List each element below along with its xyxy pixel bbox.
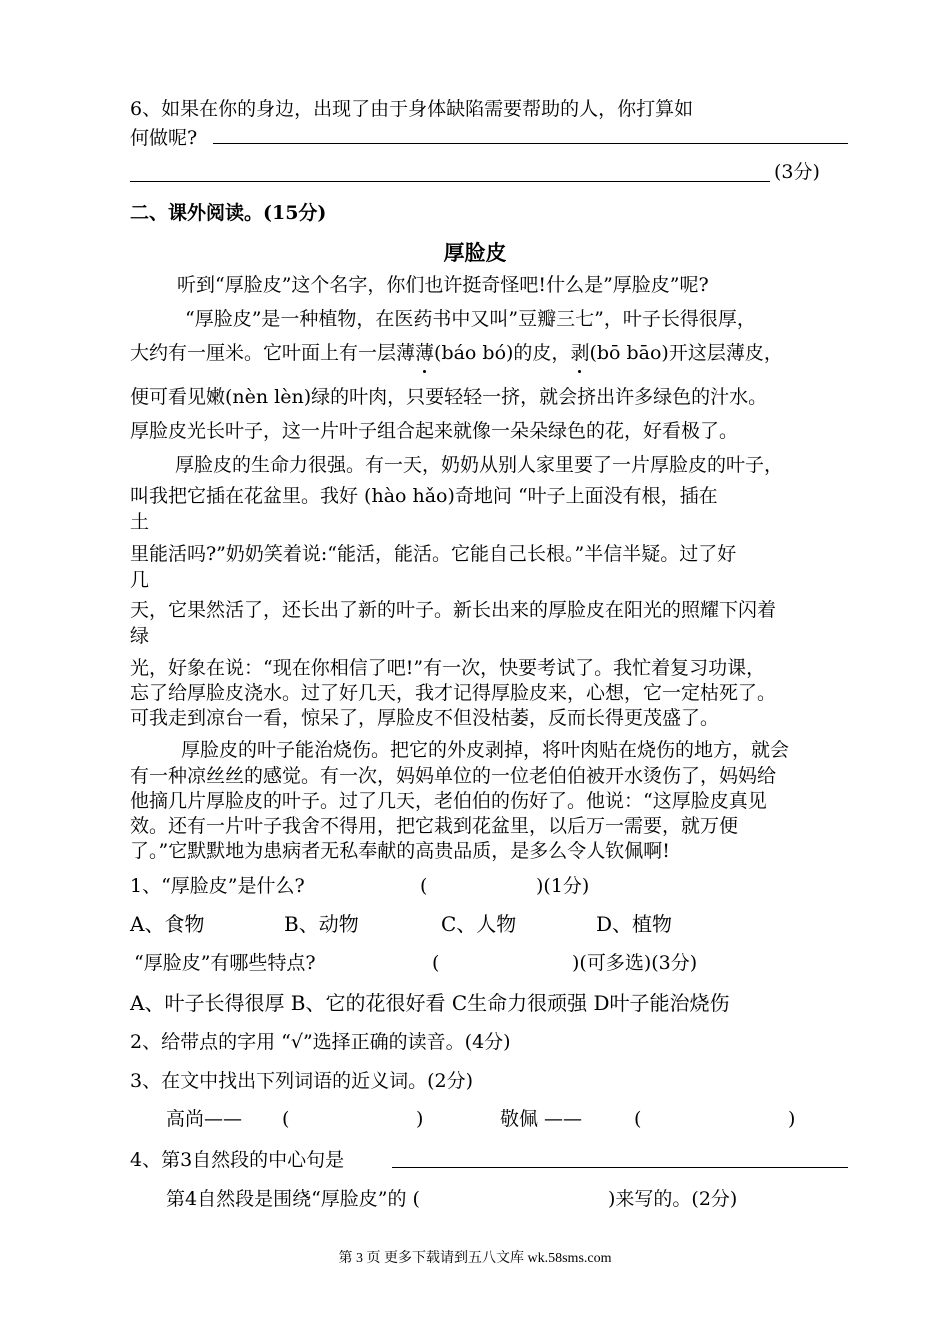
q4-line-2a: 第4自然段是围绕“厚脸皮”的 ( <box>166 1188 420 1210</box>
q6-line1: 6、如果在你的身边，出现了由于身体缺陷需要帮助的人，你打算如 <box>130 98 694 120</box>
q1-paren-open[interactable]: ( <box>420 875 428 897</box>
paragraph-3-line-3: 里能活吗?”奶奶笑着说:“能活，能活。它能自己长根。”半信半疑。过了好 <box>130 543 737 565</box>
q4-answer-line[interactable] <box>392 1167 848 1168</box>
paragraph-3-line-5: 光，好象在说：“现在你相信了吧!”有一次，快要考试了。我忙着复习功课， <box>130 657 766 679</box>
paragraph-3-line-7: 可我走到凉台一看，惊呆了，厚脸皮不但没枯萎，反而长得更茂盛了。 <box>130 707 720 729</box>
q1b-options[interactable]: A、叶子长得很厚 B、它的花很好看 C生命力很顽强 D叶子能治烧伤 <box>130 991 730 1015</box>
paragraph-3-line-1: 厚脸皮的生命力很强。有一天，奶奶从别人家里要了一片厚脸皮的叶子， <box>175 454 784 476</box>
q1b-stem: “厚脸皮”有哪些特点? <box>134 952 316 974</box>
section-heading: 二、课外阅读。(15分) <box>130 202 327 224</box>
paragraph-3-line-2: 叫我把它插在花盆里。我好 (hào hǎo)奇地问 “叶子上面没有根，插在 <box>130 485 718 507</box>
q2-stem: 2、给带点的字用 “√”选择正确的读音。(4分) <box>130 1031 511 1053</box>
q3-paren-2-close: ) <box>788 1108 796 1130</box>
paragraph-3-line-4: 天，它果然活了，还长出了新的叶子。新长出来的厚脸皮在阳光的照耀下闪着 <box>130 599 777 621</box>
paragraph-2-line-3: 便可看见嫩(nèn lèn)绿的叶肉，只要轻轻一挤，就会挤出许多绿色的汁水。 <box>130 386 768 408</box>
paragraph-4-line-4: 效。还有一片叶子我舍不得用，把它栽到花盆里，以后万一需要，就万便 <box>130 815 739 837</box>
paragraph-1: 听到“厚脸皮”这个名字，你们也许挺奇怪吧!什么是”厚脸皮”呢? <box>177 274 709 296</box>
q3-word-2: 敬佩 —— <box>500 1108 583 1130</box>
p2-text-c: (bō bāo)开这层薄皮， <box>589 342 783 364</box>
q1-paren-close: )(1分) <box>536 875 590 897</box>
page-footer: 第 3 页 更多下载请到五八文库 wk.58sms.com <box>338 1251 612 1266</box>
q3-paren-2-open[interactable]: ( <box>634 1108 642 1130</box>
paragraph-3-line-3b: 几 <box>130 569 150 591</box>
paragraph-2-line-4: 厚脸皮光长叶子，这一片叶子组合起来就像一朵朵绿色的花，好看极了。 <box>130 420 739 442</box>
paragraph-3-line-2b: 土 <box>130 511 150 533</box>
dotted-char-bao: 薄 <box>415 342 435 364</box>
paragraph-2-line-2 <box>130 341 783 365</box>
q6-answer-line-2[interactable] <box>130 181 770 182</box>
q1-option-d[interactable]: D、植物 <box>596 912 673 936</box>
paragraph-3-line-4b: 绿 <box>130 625 150 647</box>
q1b-paren-open[interactable]: ( <box>432 952 440 974</box>
q1-option-a[interactable]: A、食物 <box>130 912 205 936</box>
paragraph-2-line-1: “厚脸皮”是一种植物，在医药书中又叫”豆瓣三七”，叶子长得很厚， <box>185 308 756 330</box>
p2-text-b: (báo bó)的皮， <box>434 342 571 364</box>
q1b-paren-close: )(可多选)(3分) <box>572 952 698 974</box>
q3-paren-1-open[interactable]: ( <box>282 1108 290 1130</box>
paragraph-4-line-5: 了。”它默默地为患病者无私奉献的高贵品质，是多么令人钦佩啊! <box>130 840 670 862</box>
q6-score: (3分) <box>774 161 820 183</box>
q6-line2-prefix: 何做呢? <box>130 127 198 149</box>
q1-stem: 1、“厚脸皮”是什么? <box>130 875 305 897</box>
q3-stem: 3、在文中找出下列词语的近义词。(2分) <box>130 1070 474 1092</box>
q1-option-c[interactable]: C、人物 <box>441 912 517 936</box>
p2-text-a: 大约有一厘米。它叶面上有一层薄 <box>130 342 416 364</box>
paragraph-4-line-3: 他摘几片厚脸皮的叶子。过了几天，老伯伯的伤好了。他说：“这厚脸皮真见 <box>130 790 767 812</box>
q4-line-2b: )来写的。(2分) <box>608 1188 738 1210</box>
paragraph-3-line-6: 忘了给厚脸皮浇水。过了好几天，我才记得厚脸皮来，心想，它一定枯死了。 <box>130 682 777 704</box>
q6-answer-line-1[interactable] <box>213 143 848 144</box>
q3-word-1: 高尚—— <box>166 1108 243 1130</box>
q4-stem: 4、第3自然段的中心句是 <box>130 1149 345 1171</box>
paragraph-4-line-1: 厚脸皮的叶子能治烧伤。把它的外皮剥掉，将叶肉贴在烧伤的地方，就会 <box>181 739 790 761</box>
q3-paren-1-close: ) <box>416 1108 424 1130</box>
paragraph-4-line-2: 有一种凉丝丝的感觉。有一次，妈妈单位的一位老伯伯被开水烫伤了，妈妈给 <box>130 765 777 787</box>
dotted-char-bo: 剥 <box>570 342 590 364</box>
article-title: 厚脸皮 <box>443 240 507 265</box>
q1-option-b[interactable]: B、动物 <box>284 912 359 936</box>
